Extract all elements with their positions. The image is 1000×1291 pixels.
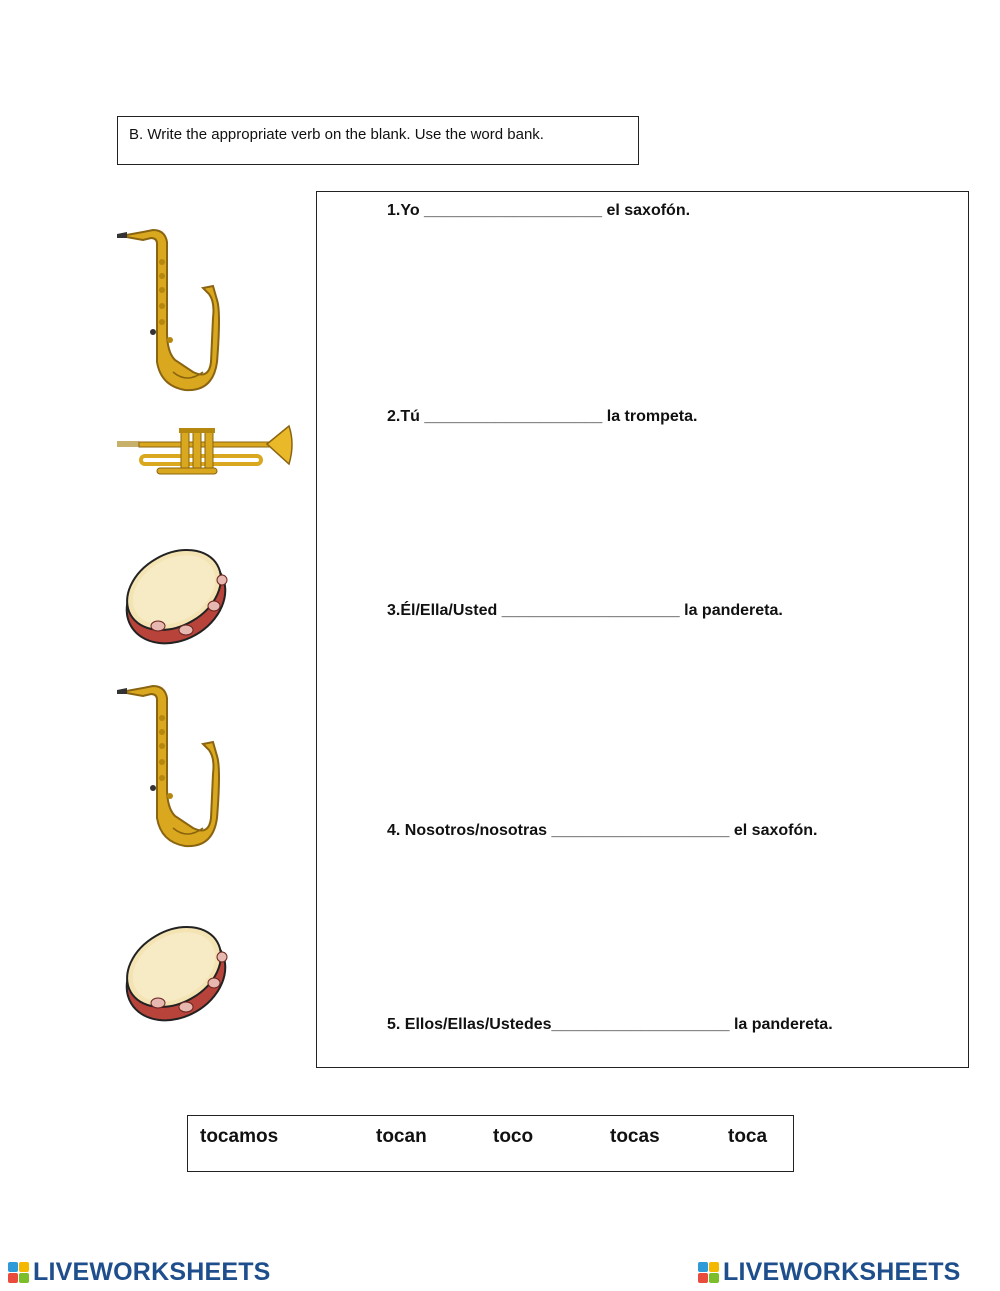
word-bank-item: tocamos (200, 1126, 279, 1147)
word-bank-item: tocas (610, 1126, 660, 1147)
logo-text: LIVEWORKSHEETS (723, 1258, 961, 1286)
question-1[interactable]: 1.Yo ____________________ el saxofón. (387, 202, 691, 219)
saxophone-icon (113, 678, 223, 848)
question-5[interactable]: 5. Ellos/Ellas/Ustedes____________________ la pandereta. (387, 1016, 833, 1033)
instruction-text: B. Write the appropriate verb on the blank. Use the word bank. (129, 126, 544, 143)
questions-box (316, 191, 969, 1068)
logo-text: LIVEWORKSHEETS (33, 1258, 271, 1286)
word-bank-item: tocan (376, 1126, 427, 1147)
tambourine-icon (118, 518, 236, 666)
trumpet-icon (117, 404, 297, 506)
tambourine-icon (118, 895, 236, 1043)
word-bank (187, 1115, 794, 1172)
question-4[interactable]: 4. Nosotros/nosotras ____________________ el saxofón. (387, 822, 818, 839)
instruction-box (117, 116, 639, 165)
saxophone-icon (113, 222, 223, 392)
question-3[interactable]: 3.Él/Ella/Usted ____________________ la pandereta. (387, 602, 783, 619)
question-2[interactable]: 2.Tú ____________________ la trompeta. (387, 408, 698, 425)
word-bank-item: toco (493, 1126, 534, 1147)
logo-squares-icon (8, 1262, 29, 1283)
word-bank-item: toca (728, 1126, 768, 1147)
liveworksheets-logo (8, 1258, 271, 1287)
logo-squares-icon (698, 1262, 719, 1283)
liveworksheets-logo (698, 1258, 961, 1287)
